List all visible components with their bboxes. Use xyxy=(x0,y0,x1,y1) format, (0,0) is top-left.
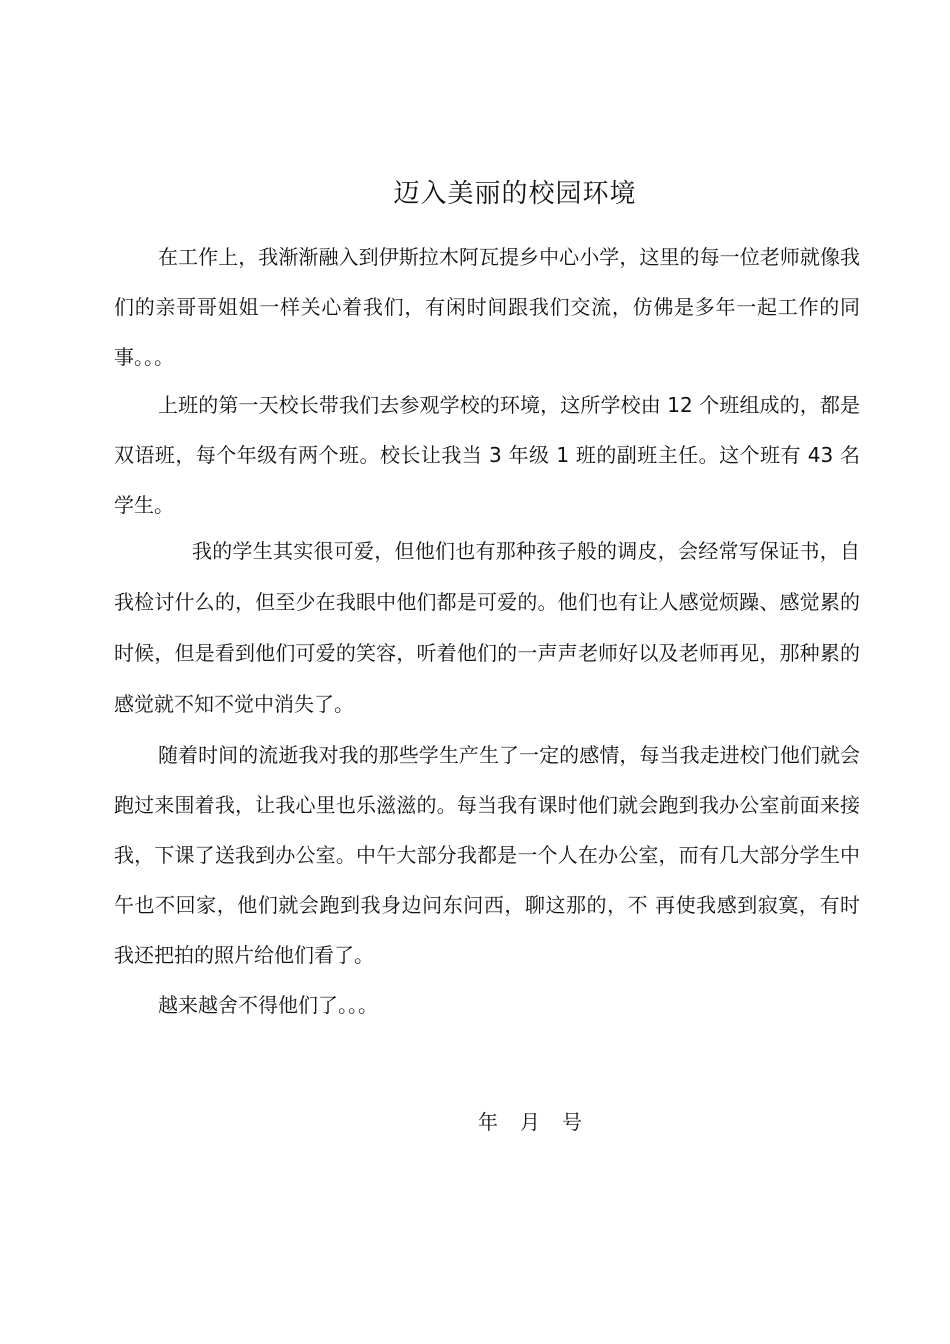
paragraph-2-text: 年级 xyxy=(501,443,557,467)
date-line xyxy=(478,1102,582,1142)
paragraph-2-text: 个班组成的，都是双语班，每个年级有两个班。校长让我当 xyxy=(114,393,861,467)
date-day-label: 号 xyxy=(562,1110,582,1134)
paragraph-2-text: 名学生。 xyxy=(114,443,861,517)
paragraph-1: 在工作上，我渐渐融入到伊斯拉木阿瓦提乡中心小学，这里的每一位老师就像我们的亲哥哥姐姐一样关心着我们，有闲时间跟我们交流，仿佛是多年一起工作的同事。。。 xyxy=(114,245,860,369)
paragraph-5: 越来越舍不得他们了。。。 xyxy=(158,993,378,1017)
paragraph-2 xyxy=(114,380,860,530)
grade-number: 3 xyxy=(489,443,502,467)
date-year-label: 年 xyxy=(478,1110,498,1134)
paragraph-2-text: 上班的第一天校长带我们去参观学校的环境，这所学校由 xyxy=(158,393,668,417)
class-number: 1 xyxy=(556,443,570,467)
document-title: 迈入美丽的校园环境 xyxy=(393,179,637,209)
paragraph-4: 随着时间的流逝我对我的那些学生产生了一定的感情，每当我走进校门他们就会跑过来围着我，让我心里也乐滋滋的。每当我有课时他们就会跑到我办公室前面来接我，下课了送我到办公室。中午大部分我都是一个人在办公室，而有几大部分学生中午也不回家，他们就会跑到我身边问东问西，聊这那的，不 再使我感到寂寞，有时我还把拍的照片给他们看了。 xyxy=(114,743,860,967)
paragraph-2-text: 班的副班主任。这个班有 xyxy=(569,443,808,467)
paragraph-3: 我的学生其实很可爱，但他们也有那种孩子般的调皮，会经常写保证书，自我检讨什么的，但至少在我眼中他们都是可爱的。他们也有让人感觉烦躁、感觉累的时候，但是看到他们可爱的笑容，听着他们的一声声老师好以及老师再见，那种累的感觉就不知不觉中消失了。 xyxy=(114,539,860,716)
date-month-label: 月 xyxy=(520,1110,540,1134)
class-count-number: 12 xyxy=(667,393,693,417)
student-count-number: 43 xyxy=(807,443,834,467)
